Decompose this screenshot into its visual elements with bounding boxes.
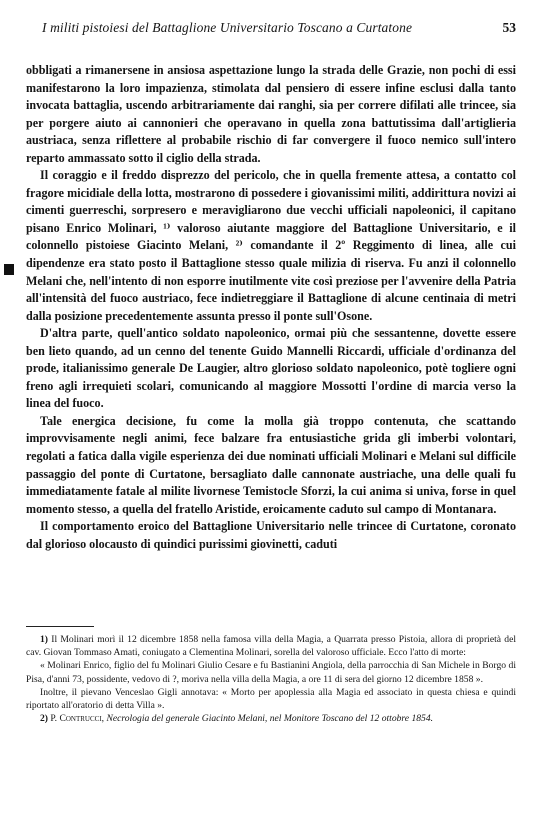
- paragraph-4: Tale energica decisione, fu come la molla già troppo contenuta, che scattando improvvisamente negli animi, fece balzare fra entusiastiche grida gli imberbi volontari, regolati a fatica dalla vigile esperienza dei due nominati ufficiali Molinari e Melani sul difficile passaggio del ponte di Curtatone, bersagliato dalle cannonate austriache, una delle quali fu immediatamente fatale al milite livornese Temistocle Sforzi, la cui anima si univa, forse in quel momento stesso, a quella del fratello Aristide, eroicamente caduto sul campo di Montanara.: [26, 413, 516, 516]
- running-title: I militi pistoiesi del Battaglione Universitario Toscano a Curtatone: [42, 20, 413, 35]
- page-number: 53: [502, 20, 516, 35]
- main-text: [26, 62, 516, 553]
- footnote-2: [26, 712, 516, 725]
- footnote-2-author: P. Contrucci,: [50, 713, 105, 725]
- footnote-2-marker: 2): [40, 713, 48, 725]
- footnote-1-marker: 1): [40, 634, 48, 645]
- paragraph-1: obbligati a rimanersene in ansiosa aspettazione lungo la strada delle Grazie, non pochi di essi manifestarono la loro impazienza, stimolata dal pensiero di essere infine esclusi dalla tanto invocata battaglia, uscendo arbitrariamente dai ranghi, sia per correre difilati alle trincee, sia per porgere aiuto ai cannonieri che operavano in quella zona battutissima dall'artiglieria austriaca, senza riflettere al probabile rischio di far convergere il fuoco nemico sull'intero reparto ammassato sotto il ciglio della strada.: [26, 63, 516, 165]
- footnotes: [26, 633, 516, 725]
- footnote-1: [26, 633, 516, 659]
- footnote-1-extra: Inoltre, il pievano Venceslao Gigli annotava: « Morto per apoplessia alla Magia ed associato in questa chiesa e quindi riportato all'oratorio di detta Villa ».: [26, 686, 516, 712]
- paragraph-5: Il comportamento eroico del Battaglione Universitario nelle trincee di Curtatone, coronato dal glorioso olocausto di quindici purissimi giovinetti, caduti: [26, 519, 516, 551]
- footnote-1-text: Il Molinari morì il 12 dicembre 1858 nella famosa villa della Magia, a Quarrata presso Pistoia, allora di proprietà del cav. Giovan Tommaso Amati, coniugato a Clementina Molinari, sorella del valoroso ufficiale. Ecco l'atto di morte:: [26, 634, 516, 659]
- margin-mark: [4, 264, 14, 275]
- footnote-1-quote: « Molinari Enrico, figlio del fu Molinari Giulio Cesare e fu Bastianini Angiola, della parrocchia di San Michele in Borgo di Pisa, d'anni 73, possidente, vedovo di ?, moriva nella villa della Magia, a ore 11 di sera del giorno 12 dicembre 1858 ».: [26, 660, 516, 685]
- running-header: [42, 20, 516, 40]
- paragraph-2: Il coraggio e il freddo disprezzo del pericolo, che in quella fremente attesa, a contatto col fragore micidiale della lotta, mostrarono di possedere i giovanissimi militi, addirittura novizi ai cimenti guerreschi, sorpresero e meravigliarono due vecchi ufficiali napoleonici, il capitano pisano Enrico Molinari, ¹⁾ valoroso aiutante maggiore del Battaglione Universitario, e il colonnello pistoiese Giacinto Melani, ²⁾ comandante il 2º Reggimento di linea, alle cui dipendenze era stato posto il Battaglione stesso quale milizia di riserva. Fu anzi il colonnello Melani che, nell'intento di non esporre inutilmente vite così preziose per l'avvenire della Patria all'intensità del fuoco austriaco, fece indietreggiare il Battaglione di alcune centinaia di metri dalla posizione precedentemente assunta presso il ponte sull'Osone.: [26, 168, 516, 323]
- footnote-2-text: Necrologia del generale Giacinto Melani, nel Monitore Toscano del 12 ottobre 1854.: [106, 713, 434, 725]
- paragraph-3: D'altra parte, quell'antico soldato napoleonico, ormai più che sessantenne, dovette essere ben lieto quando, ad un cenno del tenente Guido Mannelli Riccardi, ufficiale d'ordinanza del prode, italianissimo generale De Laugier, altro glorioso soldato napoleonico, potè togliere ogni freno agli irrequieti scolari, comunicando al maggiore Mossotti l'ordine di marcia verso la linea del fuoco.: [26, 326, 516, 411]
- footnote-rule: [26, 626, 94, 627]
